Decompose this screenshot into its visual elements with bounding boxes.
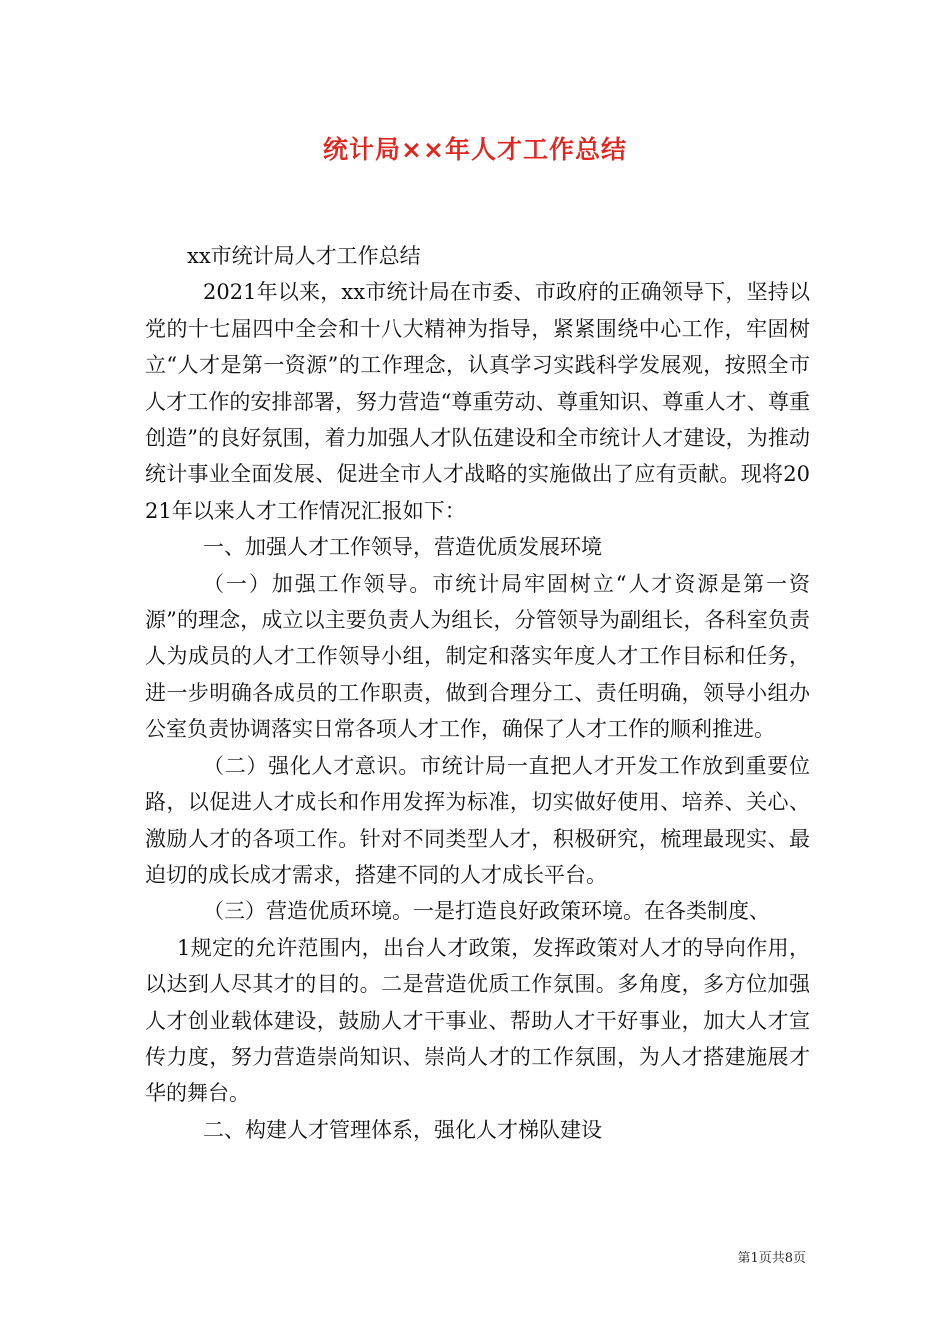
section-heading-1: 一、加强人才工作领导，营造优质发展环境 (203, 535, 602, 560)
subsection-paragraph-2: （二）强化人才意识。市统计局一直把人才开发工作放到重要位路，以促进人才成长和作用发挥为标准，切实做好使用、培养、关心、激励人才的各项工作。针对不同类型人才，积极研究，梳理最现实、最迫切的成长成才需求，搭建不同的人才成长平台。 (145, 753, 810, 887)
continuation-paragraph: 1规定的允许范围内，出台人才政策，发挥政策对人才的导向作用，以达到人尽其才的目的。二是营造优质工作氛围。多角度，多方位加强人才创业载体建设，鼓励人才干事业、帮助人才干好事业，加大人才宣传力度，努力营造崇尚知识、崇尚人才的工作氛围，为人才搭建施展才华的舞台。 (145, 935, 810, 1106)
document-title: 统计局××年人才工作总结 (323, 135, 627, 164)
intro-paragraph: 2021年以来，xx市统计局在市委、市政府的正确领导下，坚持以党的十七届四中全会和十八大精神为指导，紧紧围绕中心工作，牢固树立“人才是第一资源”的工作理念，认真学习实践科学发展观，按照全市人才工作的安排部署，努力营造“尊重劳动、尊重知识、尊重人才、尊重创造”的良好氛围，着力加强人才队伍建设和全市统计人才建设，为推动统计事业全面发展、促进全市人才战略的实施做出了应有贡献。现将2021年以来人才工作情况汇报如下： (145, 280, 810, 523)
section-heading-2: 二、构建人才管理体系，强化人才梯队建设 (203, 1117, 602, 1142)
page-number-footer: 第1页共8页 (737, 1251, 806, 1266)
document-body (145, 238, 810, 1148)
subtitle-paragraph: xx市统计局人才工作总结 (187, 244, 421, 268)
subsection-paragraph-1: （一）加强工作领导。市统计局牢固树立“人才资源是第一资源”的理念，成立以主要负责人为组长，分管领导为副组长，各科室负责人为成员的人才工作领导小组，制定和落实年度人才工作目标和任务，进一步明确各成员的工作职责，做到合理分工、责任明确，领导小组办公室负责协调落实日常各项人才工作，确保了人才工作的顺利推进。 (145, 571, 810, 742)
subsection-paragraph-3: （三）营造优质环境。一是打造良好政策环境。在各类制度、 (203, 899, 770, 924)
